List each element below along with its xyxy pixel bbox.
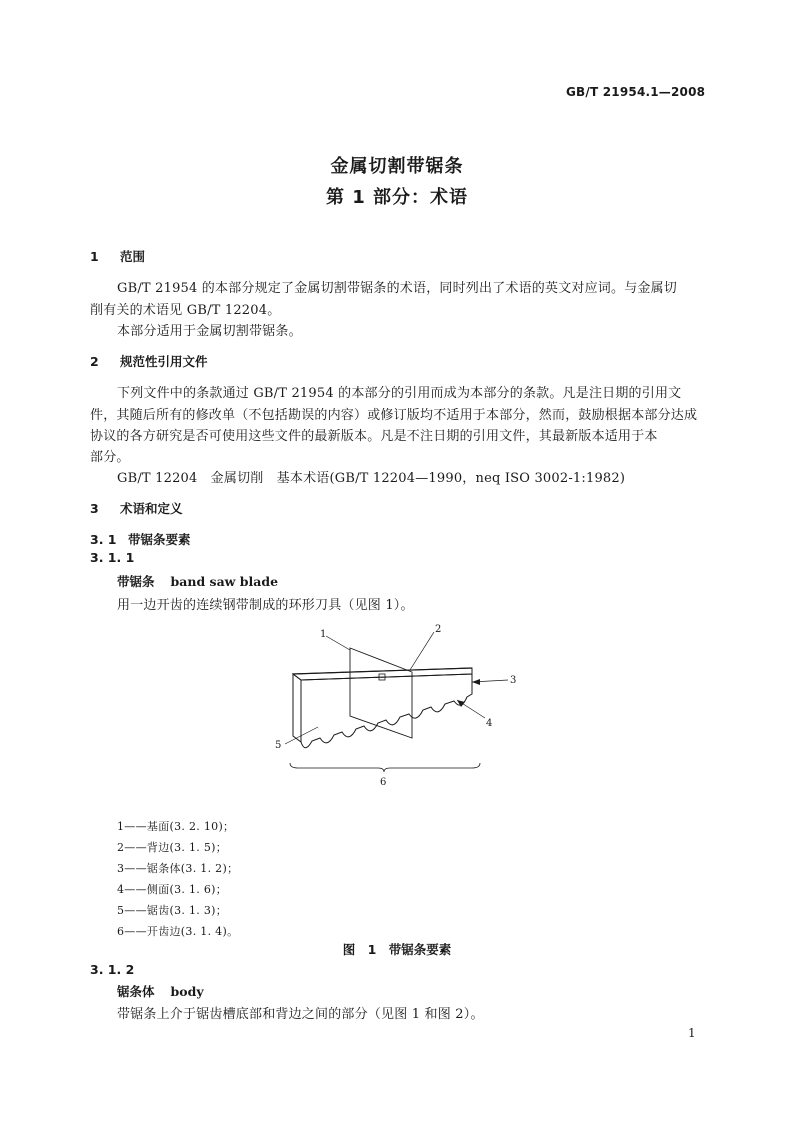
callout-label: 2 <box>435 624 442 635</box>
section-1-heading <box>90 247 145 265</box>
paragraph-line: 协议的各方研究是否可使用这些文件的最新版本。凡是不注日期的引用文件，其最新版本适用于本 <box>90 429 658 444</box>
legend-item: 5——锯齿(3. 1. 3)； <box>117 904 228 917</box>
figure-1-diagram <box>260 620 540 795</box>
paragraph-line: 本部分适用于金属切割带锯条。 <box>117 324 302 339</box>
standard-code: GB/T 21954.1—2008 <box>566 85 706 99</box>
leader-arrowhead <box>457 700 465 707</box>
leader-line <box>326 636 350 650</box>
term-band-saw-blade <box>117 572 278 590</box>
term-en: body <box>170 984 204 999</box>
blade-front-face <box>301 674 472 748</box>
callout-label: 6 <box>380 777 387 788</box>
callout-label: 4 <box>486 718 493 729</box>
term-body <box>117 982 204 1000</box>
page-number: 1 <box>688 1026 696 1040</box>
normative-reference: GB/T 12204 金属切削 基本术语(GB/T 12204—1990，neq ISO 3002-1:1982) <box>117 471 626 486</box>
leader-arrowhead <box>472 679 480 685</box>
section-number: 2 <box>90 354 99 369</box>
legend-item: 1——基面(3. 2. 10)； <box>117 820 235 833</box>
paragraph-line: 件，其随后所有的修改单（不包括勘误的内容）或修订版均不适用于本部分，然而，鼓励根据本部分达成 <box>90 408 698 423</box>
section-3-1-heading <box>90 530 191 548</box>
section-title: 范围 <box>120 249 146 264</box>
legend-item: 2——背边(3. 1. 5)； <box>117 841 228 854</box>
term-en: band saw blade <box>170 574 279 589</box>
section-number: 3 <box>90 501 99 516</box>
section-3-1-2-number: 3. 1. 2 <box>90 962 135 977</box>
datum-plane <box>350 648 412 738</box>
paragraph-line: 削有关的术语见 GB/T 12204。 <box>90 303 281 318</box>
callout-label: 5 <box>275 740 282 751</box>
document-title: 金属切割带锯条 <box>330 156 464 177</box>
section-number: 1 <box>90 249 99 264</box>
legend-item: 3——锯条体(3. 1. 2)； <box>117 862 239 875</box>
leader-line <box>410 632 434 670</box>
callout-label: 1 <box>320 629 327 640</box>
section-title: 规范性引用文件 <box>120 354 208 369</box>
term-definition: 带锯条上介于锯齿槽底部和背边之间的部分（见图 1 和图 2）。 <box>117 1007 484 1022</box>
paragraph-line: 部分。 <box>90 450 130 465</box>
legend-item: 4——侧面(3. 1. 6)； <box>117 883 228 896</box>
back-edge <box>293 668 472 674</box>
term-zh: 带锯条 <box>117 574 155 589</box>
section-3-1-1-number: 3. 1. 1 <box>90 550 135 565</box>
term-zh: 锯条体 <box>117 984 155 999</box>
callout-label: 3 <box>510 675 517 686</box>
section-2-heading <box>90 352 208 370</box>
legend-item: 6——开齿边(3. 1. 4)。 <box>117 925 239 938</box>
section-number: 3. 1 <box>90 532 117 547</box>
section-3-heading <box>90 499 183 517</box>
section-title: 术语和定义 <box>120 501 183 516</box>
term-definition: 用一边开齿的连续钢带制成的环形刀具（见图 1）。 <box>117 598 414 613</box>
paragraph-line: 下列文件中的条款通过 GB/T 21954 的本部分的引用而成为本部分的条款。凡是注日期的引用文 <box>117 386 682 401</box>
document-subtitle: 第 1 部分：术语 <box>325 187 469 208</box>
toothed-edge-brace <box>290 763 480 772</box>
blade-end-face <box>293 674 301 742</box>
figure-caption: 图 1 带锯条要素 <box>342 942 452 957</box>
paragraph-line: GB/T 21954 的本部分规定了金属切割带锯条的术语，同时列出了术语的英文对应词。与金属切 <box>117 281 678 296</box>
section-title: 带锯条要素 <box>128 532 191 547</box>
